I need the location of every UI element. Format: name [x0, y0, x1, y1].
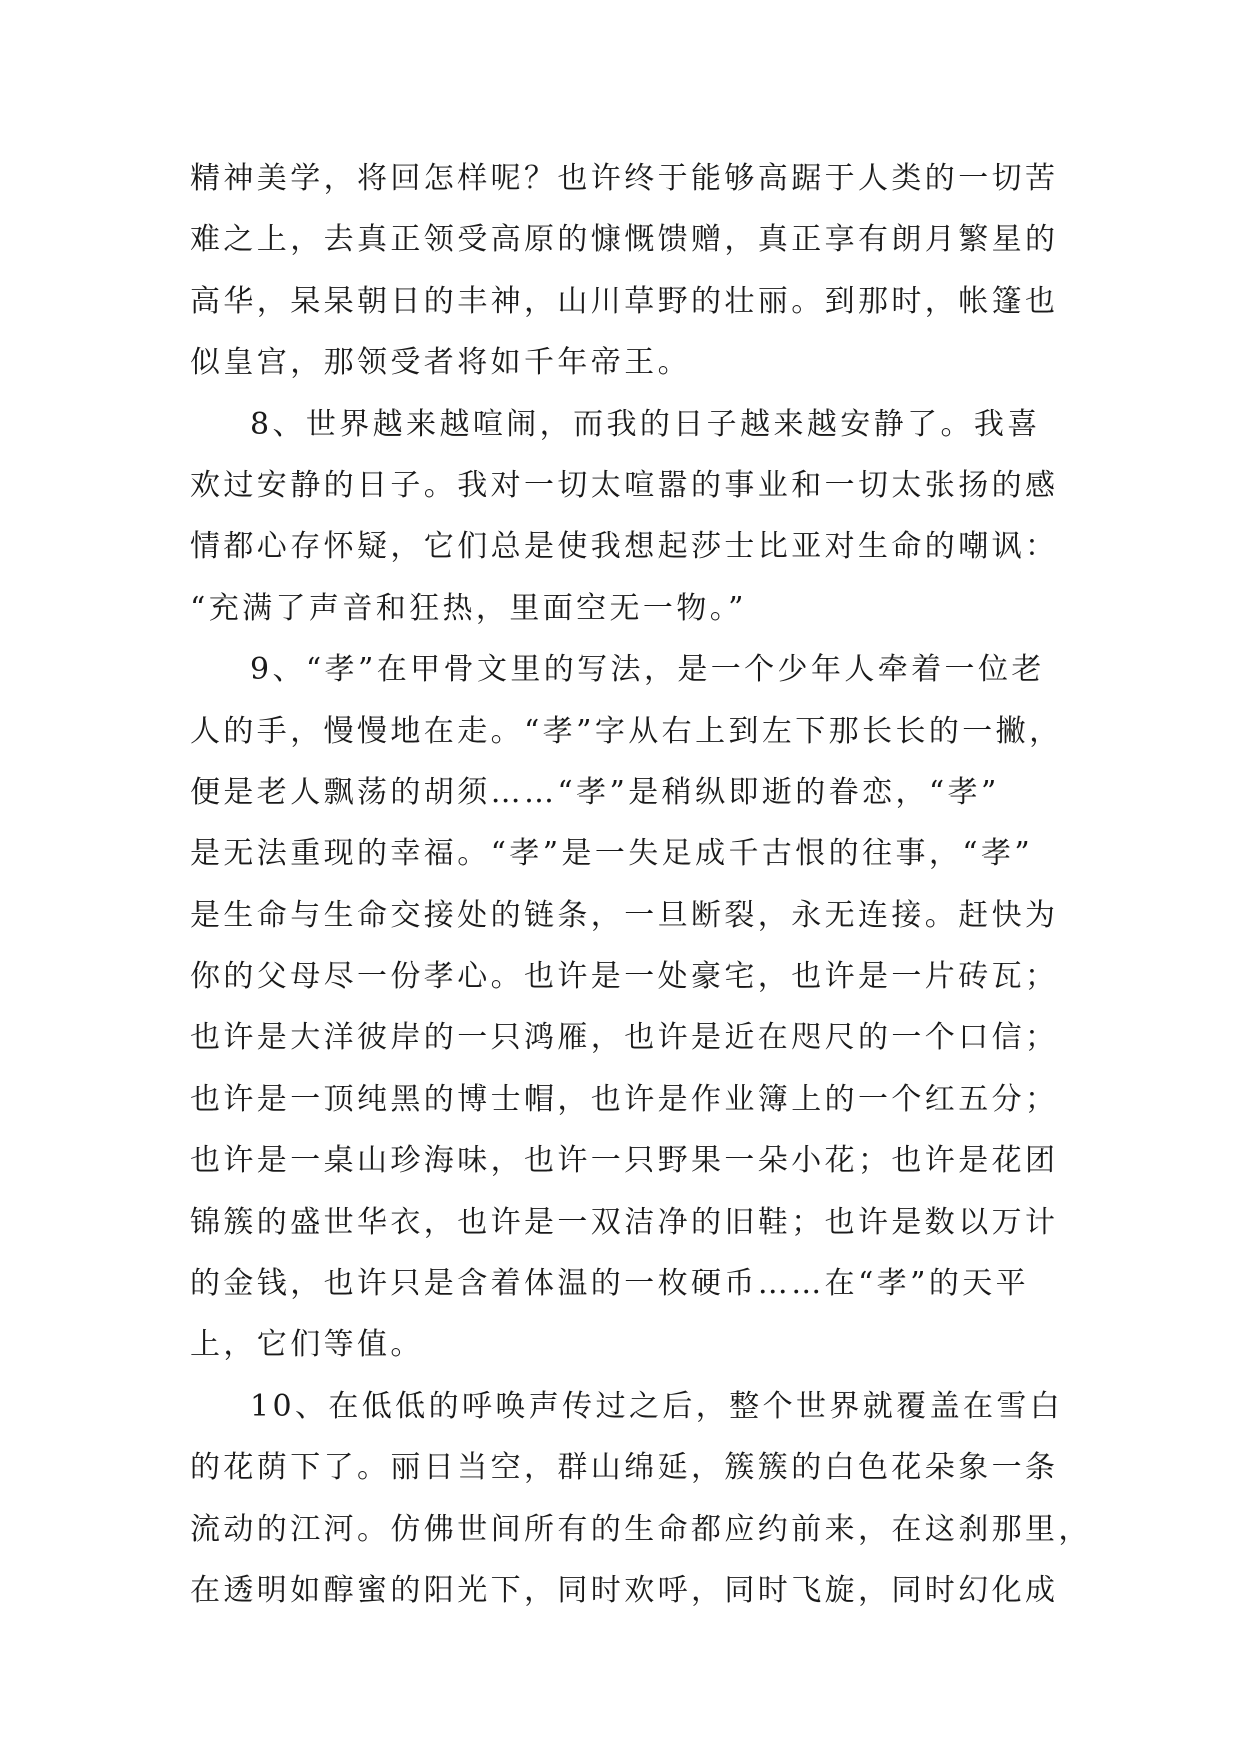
- text-line: 上，它们等值。: [190, 1327, 424, 1363]
- text-line: 的金钱，也许只是含着体温的一枚硬币……在“孝”的天平: [190, 1266, 1030, 1302]
- paragraph-9-start: 9、“孝”在甲骨文里的写法，是一个少年人牵着一位老: [250, 652, 1045, 688]
- text-line: 你的父母尽一份孝心。也许是一处豪宅，也许是一片砖瓦；: [190, 959, 1059, 995]
- text-line: 流动的江河。仿佛世间所有的生命都应约前来，在这刹那里，: [190, 1511, 1092, 1547]
- text-line: 难之上，去真正领受高原的慷慨馈赠，真正享有朗月繁星的: [190, 222, 1059, 258]
- paragraph-10-start: 10、在低低的呼唤声传过之后，整个世界就覆盖在雪白: [250, 1388, 1064, 1424]
- text-line: 也许是一顶纯黑的博士帽，也许是作业簿上的一个红五分；: [190, 1081, 1059, 1117]
- text-line: “充满了声音和狂热，里面空无一物。”: [190, 590, 747, 626]
- document-body: [190, 148, 1092, 1621]
- text-line: 的花荫下了。丽日当空，群山绵延，簇簇的白色花朵象一条: [190, 1450, 1059, 1486]
- text-line: 便是老人飘荡的胡须……“孝”是稍纵即逝的眷恋，“孝”: [190, 774, 1000, 810]
- text-line: 是无法重现的幸福。“孝”是一失足成千古恨的往事，“孝”: [190, 836, 1034, 872]
- text-line: 情都心存怀疑，它们总是使我想起莎士比亚对生命的嘲讽：: [190, 529, 1059, 565]
- text-line: 在透明如醇蜜的阳光下，同时欢呼，同时飞旋，同时幻化成: [190, 1572, 1059, 1608]
- text-line: 欢过安静的日子。我对一切太喧嚣的事业和一切太张扬的感: [190, 467, 1059, 503]
- text-line: 高华，杲杲朝日的丰神，山川草野的壮丽。到那时，帐篷也: [190, 283, 1059, 319]
- text-line: [190, 1376, 1064, 1437]
- text-line: 是生命与生命交接处的链条，一旦断裂，永无连接。赶快为: [190, 897, 1059, 933]
- text-line: 也许是大洋彼岸的一只鸿雁，也许是近在咫尺的一个口信；: [190, 1020, 1059, 1056]
- text-line: [190, 639, 1056, 700]
- text-line: 精神美学，将回怎样呢？也许终于能够高踞于人类的一切苦: [190, 161, 1059, 196]
- text-line: 也许是一桌山珍海味，也许一只野果一朵小花；也许是花团: [190, 1143, 1059, 1179]
- text-line: [190, 394, 1056, 455]
- text-line: 人的手，慢慢地在走。“孝”字从右上到左下那长长的一撇，: [190, 713, 1063, 749]
- text-line: 似皇宫，那领受者将如千年帝王。: [190, 345, 691, 381]
- text-line: 锦簇的盛世华衣，也许是一双洁净的旧鞋；也许是数以万计: [190, 1204, 1059, 1240]
- paragraph-8-start: 8、世界越来越喧闹，而我的日子越来越安静了。我喜: [250, 406, 1041, 442]
